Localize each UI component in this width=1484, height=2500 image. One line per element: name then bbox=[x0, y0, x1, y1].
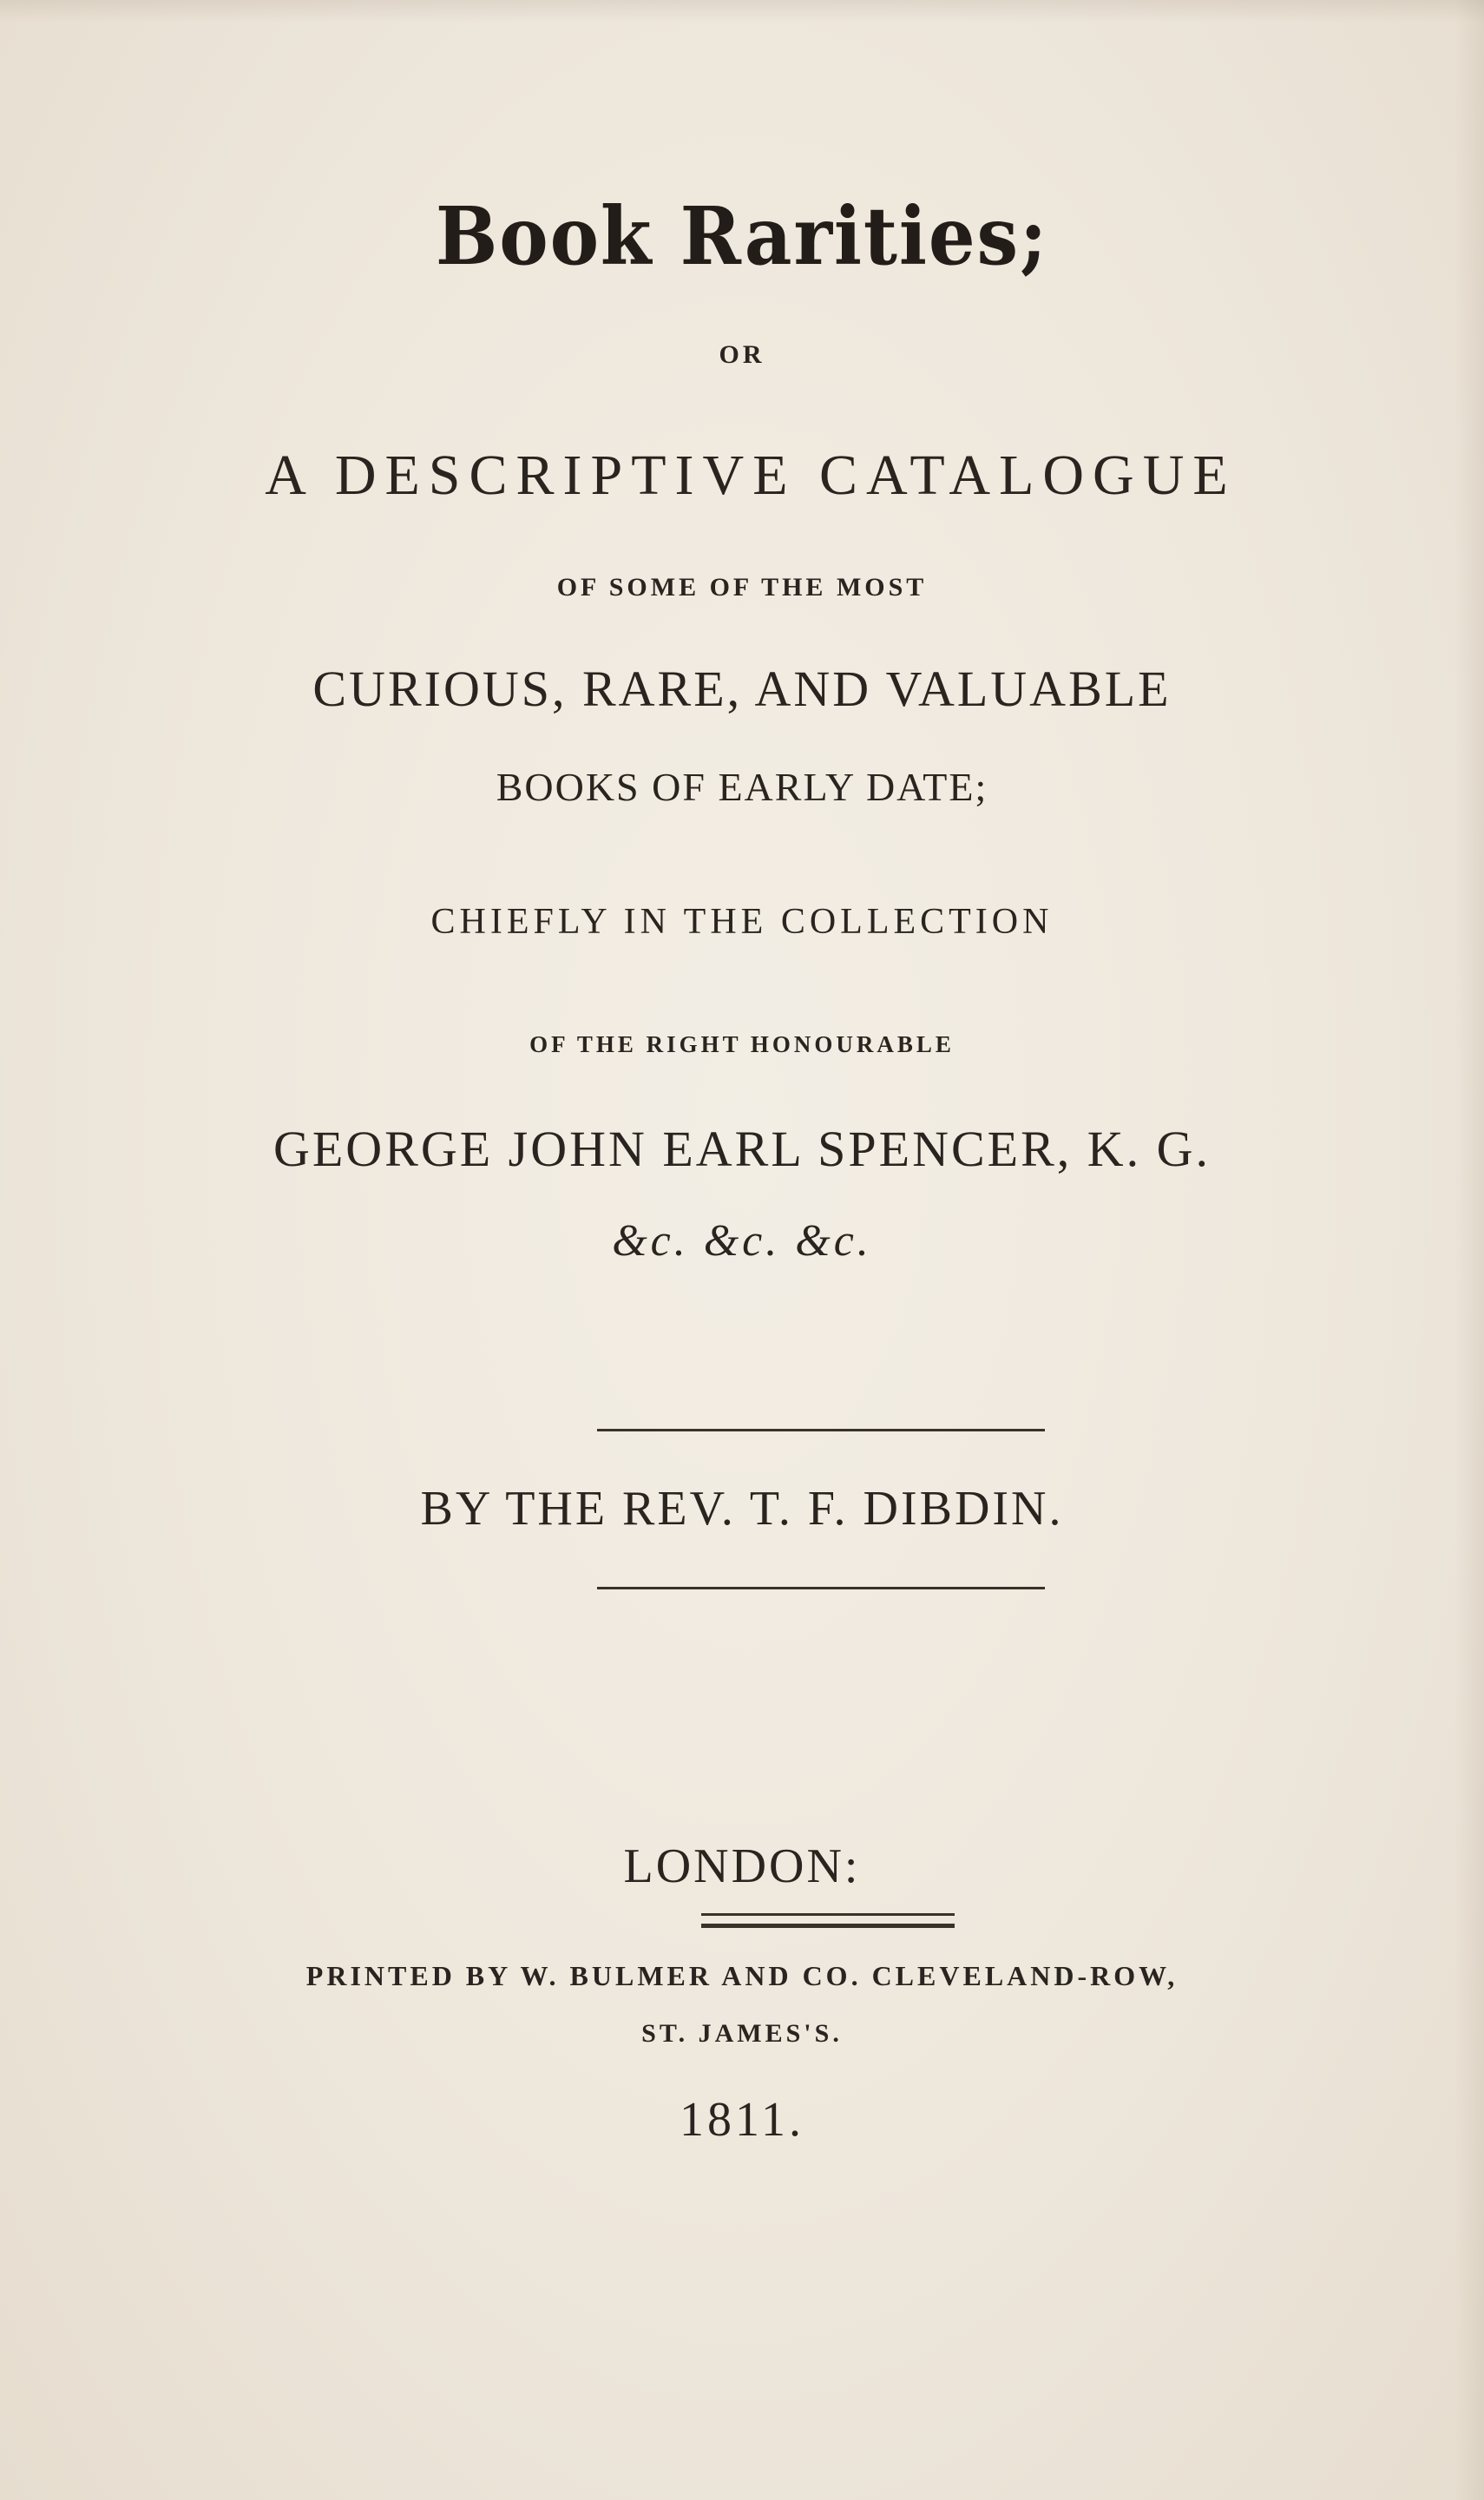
printer-line: PRINTED BY W. BULMER AND CO. CLEVELAND-ROW, bbox=[305, 1960, 1179, 1991]
chiefly-line: CHIEFLY IN THE COLLECTION bbox=[430, 902, 1054, 942]
subtitle: A DESCRIPTIVE CATALOGUE bbox=[265, 444, 1237, 507]
divider-rule-bottom bbox=[597, 1587, 1045, 1589]
imprint-place: LONDON: bbox=[623, 1839, 861, 1893]
books-line: BOOKS OF EARLY DATE; bbox=[496, 765, 988, 809]
printer-location: ST. JAMES'S. bbox=[641, 2019, 843, 2048]
honourable-line: OF THE RIGHT HONOURABLE bbox=[529, 1031, 955, 1057]
divider-rule-top bbox=[597, 1429, 1045, 1431]
etcetera-line: &c. &c. &c. bbox=[612, 1216, 872, 1266]
page-top-shadow bbox=[0, 0, 1484, 23]
curious-line: CURIOUS, RARE, AND VALUABLE bbox=[312, 661, 1172, 717]
author-line: BY THE REV. T. F. DIBDIN. bbox=[420, 1482, 1064, 1536]
book-title: Book Rarities; bbox=[435, 189, 1049, 283]
patron-name: GEORGE JOHN EARL SPENCER, K. G. bbox=[273, 1121, 1211, 1177]
of-some-line: OF SOME OF THE MOST bbox=[556, 573, 928, 602]
imprint-double-rule bbox=[701, 1913, 955, 1928]
or-connector: OR bbox=[719, 340, 765, 369]
publication-year: 1811. bbox=[680, 2093, 804, 2147]
